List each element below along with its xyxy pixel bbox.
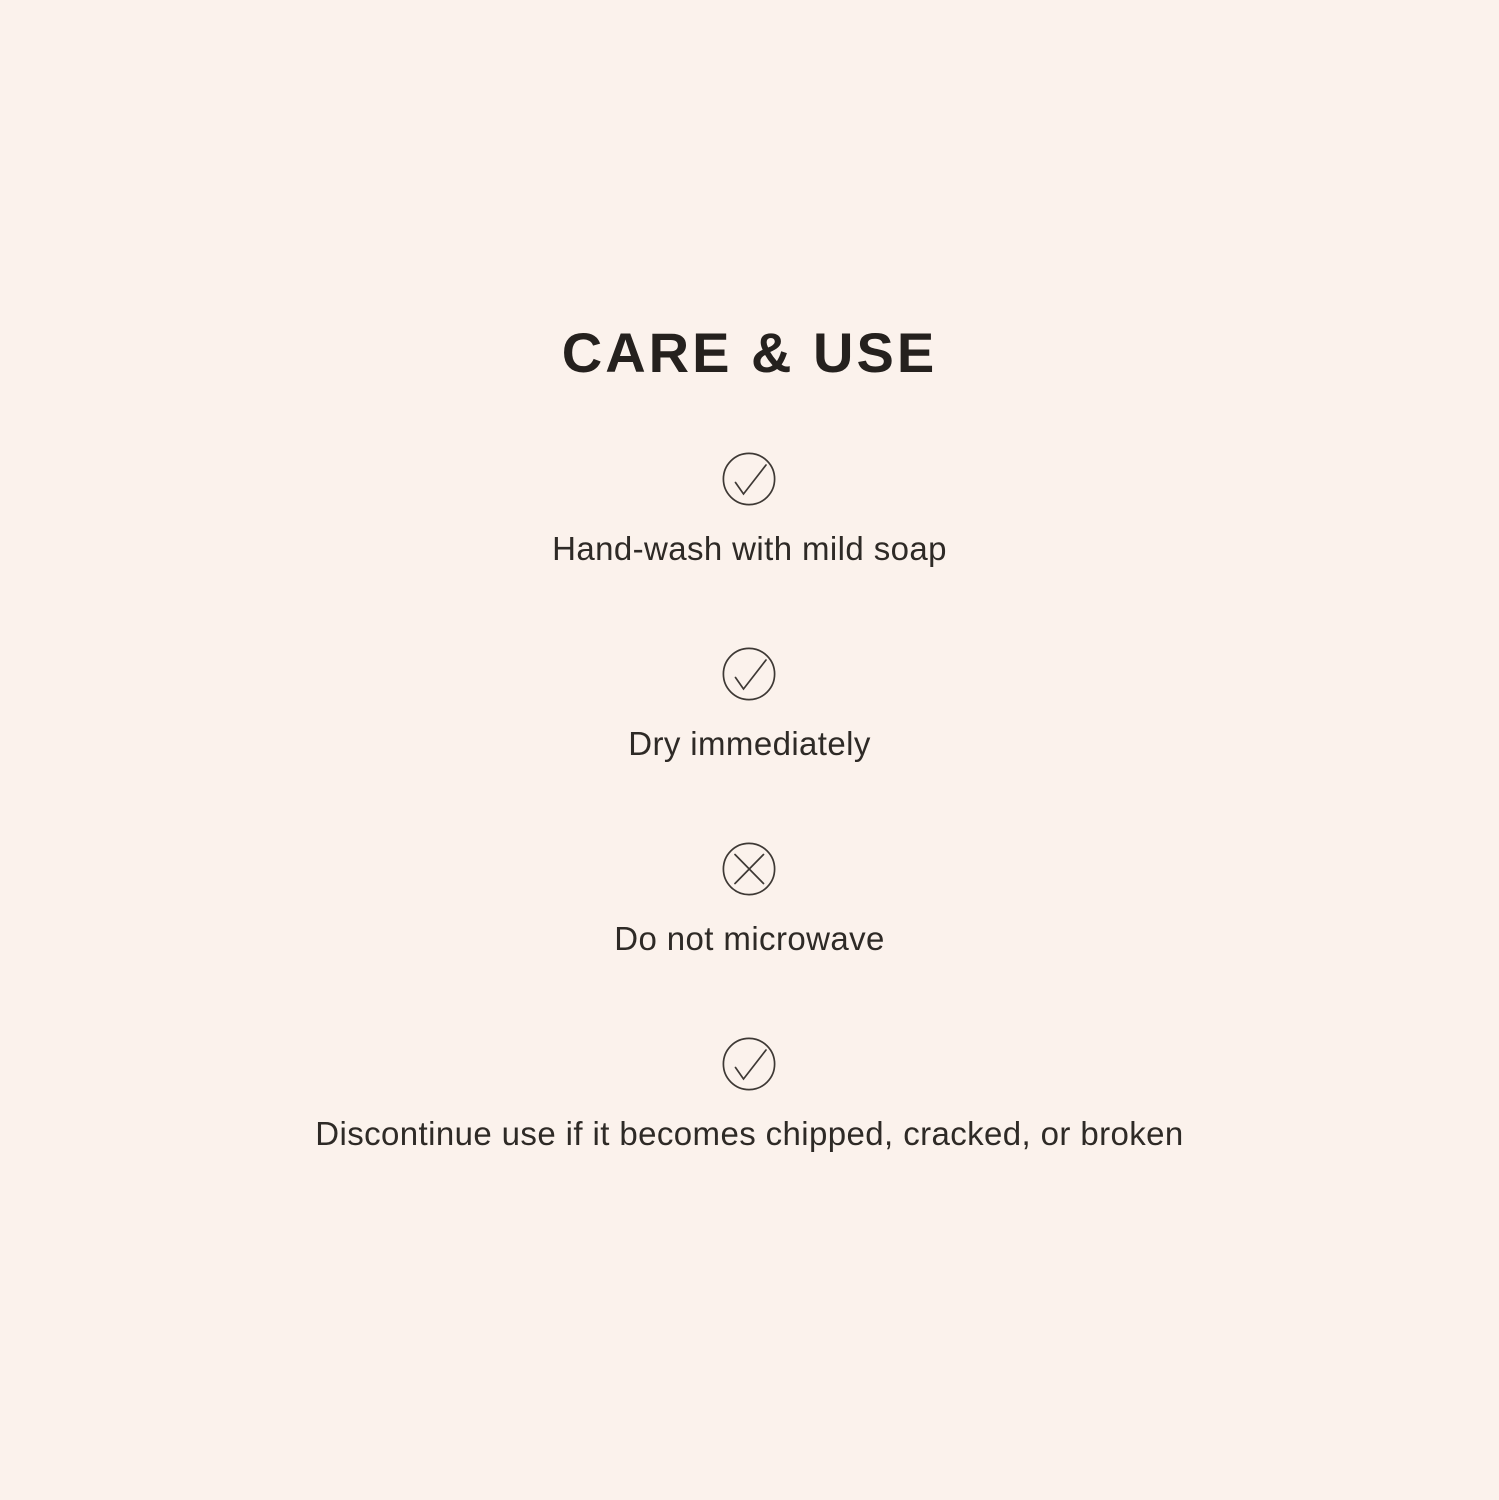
- care-list: [315, 452, 1183, 1151]
- care-item-hand-wash: [552, 452, 947, 566]
- page-title: CARE & USE: [561, 321, 938, 384]
- care-item-label: Do not microwave: [614, 920, 885, 957]
- cross-circle-icon: [722, 842, 776, 896]
- care-item-dry: [628, 647, 871, 761]
- care-item-label: Hand-wash with mild soap: [552, 530, 947, 567]
- care-item-label: Dry immediately: [628, 725, 871, 762]
- care-and-use-card: [0, 322, 1499, 1151]
- check-circle-icon: [722, 1037, 776, 1091]
- care-item-no-microwave: [614, 842, 885, 956]
- check-circle-icon: [722, 452, 776, 506]
- care-item-label: Discontinue use if it becomes chipped, cracked, or broken: [315, 1115, 1184, 1152]
- care-item-discontinue: [315, 1037, 1183, 1151]
- check-circle-icon: [722, 647, 776, 701]
